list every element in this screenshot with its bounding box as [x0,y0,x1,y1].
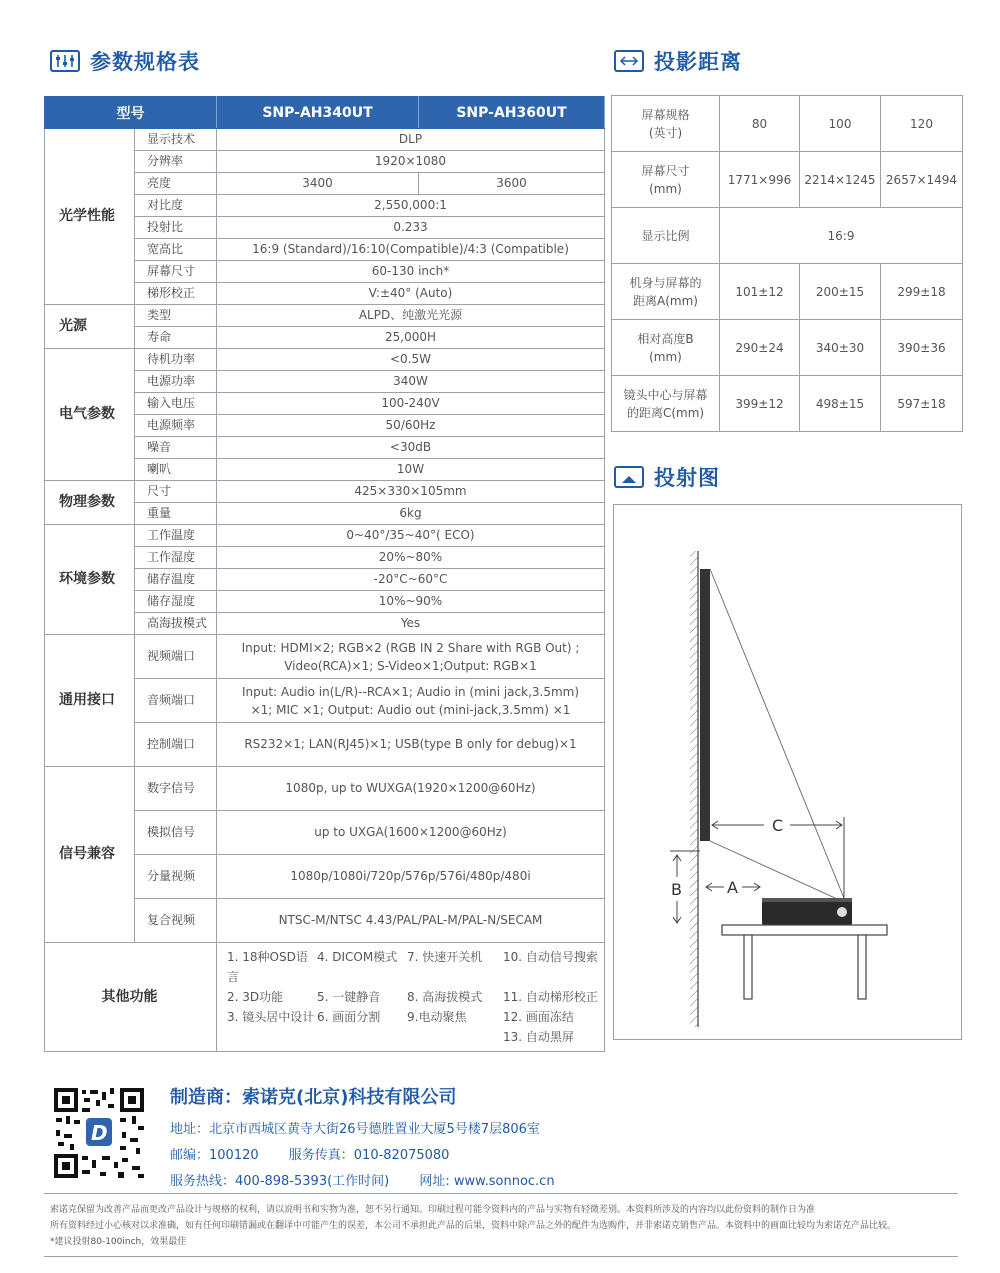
value-line: Input: HDMI×2; RGB×2 (RGB IN 2 Share with RGB Out) ; [241,640,580,655]
qr-logo-letter: D [91,1121,108,1145]
manufacturer-fax: 服务传真：010-82075080 [288,1148,450,1163]
table-row [612,152,963,208]
row-label [612,376,720,432]
feature-item: 12. 画面冻结 [503,1010,574,1024]
params-section-title [50,46,200,76]
row-label: 复合视频 [135,899,217,943]
brightness-model-1: 3400 [217,173,419,195]
disclaimer-line: 所有资料经过小心核对以求准确，如有任何印刷错漏或在翻译中可能产生的误差，本公司不承担此产品的后果，资料中除产品之外的配件为选购件，并非索诺克销售产品。本资料中的画面比较均为索诺克产品比较。 [50,1221,897,1231]
cell: 2657×1494 [881,152,963,208]
cell: 100 [800,96,881,152]
row-label: 尺寸 [135,481,217,503]
qr-code-svg [52,1086,146,1180]
footer-divider-bottom [44,1256,958,1257]
cell: 498±15 [800,376,881,432]
row-label: 数字信号 [135,767,217,811]
cell: 290±24 [720,320,800,376]
model-1-header: SNP-AH340UT [217,97,419,129]
table-row [45,635,605,679]
row-value: <0.5W [217,349,605,371]
qr-code [52,1086,146,1180]
row-label: 输入电压 [135,393,217,415]
label-line: 屏幕规格 [641,107,690,122]
row-value: 1080p, up to WUXGA(1920×1200@60Hz) [217,767,605,811]
cell: 1771×996 [720,152,800,208]
row-value: 16:9 (Standard)/16:10(Compatible)/4:3 (Compatible) [217,239,605,261]
projector-lens [837,907,847,917]
model-2-header: SNP-AH360UT [419,97,605,129]
feature-item: 11. 自动梯形校正 [503,990,598,1004]
row-label: 电源功率 [135,371,217,393]
table-row [45,129,605,151]
label-line: (英寸) [648,125,683,140]
spec-header-row [45,97,605,129]
row-label: 屏幕尺寸 [135,261,217,283]
feature-item: 5. 一键静音 [317,990,381,1004]
row-value: 100-240V [217,393,605,415]
label-line: 镜头中心与屏幕 [623,387,708,402]
value-line: Input: Audio in(L/R)--RCA×1; Audio in (mini jack,3.5mm) [241,684,580,699]
screen-icon [614,466,644,488]
row-value: RS232×1; LAN(RJ45)×1; USB(type B only for debug)×1 [217,723,605,767]
row-value: -20°C~60°C [217,569,605,591]
diagram-section-title [614,462,720,492]
cell: 200±15 [800,264,881,320]
table-row [45,305,605,327]
row-value: 0~40°/35~40°( ECO) [217,525,605,547]
row-label: 工作温度 [135,525,217,547]
feature-item: 1. 18种OSD语言 [227,950,308,984]
row-label: 投射比 [135,217,217,239]
feature-item: 7. 快速开关机 [407,950,483,964]
spec-table [44,96,605,1052]
table-row [45,525,605,547]
disclaimer-line: 索诺克保留为改善产品而更改产品设计与规格的权利，请以说明书和实物为准，恕不另行通知。印刷过程可能令资料内的产品与实物有轻微差别。本资料所涉及的内容均以此份资料的制作日为准 [50,1205,816,1215]
cell: 101±12 [720,264,800,320]
row-label [612,96,720,152]
category-ports: 通用接口 [45,635,135,767]
row-label: 分量视频 [135,855,217,899]
row-label: 对比度 [135,195,217,217]
row-label [612,264,720,320]
row-value [217,679,605,723]
row-label: 重量 [135,503,217,525]
row-value [217,635,605,679]
manufacturer-website[interactable]: 网址: www.sonnoc.cn [419,1174,555,1189]
feature-item: 13. 自动黑屏 [503,1030,574,1044]
row-value: 10%~90% [217,591,605,613]
table-leg-right [858,935,866,999]
row-label: 视频端口 [135,635,217,679]
distance-section-title [614,46,742,76]
label-line: 机身与屏幕的 [629,275,702,290]
row-value: 2,550,000:1 [217,195,605,217]
category-signal: 信号兼容 [45,767,135,943]
model-header: 型号 [45,97,217,129]
table-row [612,320,963,376]
row-label: 亮度 [135,173,217,195]
row-value: ALPD、纯激光光源 [217,305,605,327]
double-arrow-icon [614,50,644,72]
table-row [45,349,605,371]
row-value: V:±40° (Auto) [217,283,605,305]
row-value: 1920×1080 [217,151,605,173]
row-label: 噪音 [135,437,217,459]
row-value: 425×330×105mm [217,481,605,503]
value-line: Video(RCA)×1; S-Video×1;Output: RGB×1 [284,658,537,673]
wall [690,551,698,1027]
row-value: <30dB [217,437,605,459]
cell: 80 [720,96,800,152]
table-row [45,767,605,811]
row-label: 分辨率 [135,151,217,173]
row-value: 20%~80% [217,547,605,569]
category-electric: 电气参数 [45,349,135,481]
label-line: (mm) [649,181,682,196]
footer-divider-top [44,1193,958,1194]
screen [700,569,710,841]
category-other: 其他功能 [45,943,217,1052]
table-top [722,925,887,935]
manufacturer-hotline: 服务热线：400-898-5393(工作时间) [170,1174,390,1189]
projector-top [762,898,852,902]
label-line: 的距离C(mm) [626,405,705,420]
table-row [612,376,963,432]
row-value: 340W [217,371,605,393]
row-value: 60-130 inch* [217,261,605,283]
cell: 120 [881,96,963,152]
disclaimer-line: *建议投射80-100inch，效果最佳 [50,1237,187,1247]
feature-item: 4. DICOM模式 [317,950,398,964]
category-physical: 物理参数 [45,481,135,525]
manufacturer-info [170,1083,581,1189]
label-a: A [727,878,738,897]
footer-disclaimer [50,1202,950,1250]
feature-item: 6. 画面分割 [317,1010,381,1024]
cell: 16:9 [720,208,963,264]
cell: 390±36 [881,320,963,376]
table-leg-left [744,935,752,999]
projection-diagram [613,504,962,1040]
table-row [612,96,963,152]
row-label: 储存湿度 [135,591,217,613]
distance-table [611,95,963,432]
row-label [612,152,720,208]
table-row [612,264,963,320]
row-value: NTSC-M/NTSC 4.43/PAL/PAL-M/PAL-N/SECAM [217,899,605,943]
features-grid [227,947,598,1047]
feature-item: 2. 3D功能 [227,990,284,1004]
cell: 340±30 [800,320,881,376]
feature-item: 10. 自动信号搜索 [503,950,598,964]
cell: 399±12 [720,376,800,432]
row-label: 模拟信号 [135,811,217,855]
beam-top [710,569,846,903]
feature-item: 3. 镜头居中设计 [227,1010,315,1024]
cell: 597±18 [881,376,963,432]
category-optics: 光学性能 [45,129,135,305]
label-line: 屏幕尺寸 [641,163,690,178]
row-label: 宽高比 [135,239,217,261]
label-line: (mm) [649,349,682,364]
table-row [612,208,963,264]
label-line: 距离A(mm) [633,293,698,308]
manufacturer-address: 地址：北京市西城区黄寺大街26号德胜置业大厦5号楼7层806室 [170,1122,540,1137]
row-label: 工作湿度 [135,547,217,569]
value-line: ×1; MIC ×1; Output: Audio out (mini-jack,3.5mm) ×1 [250,702,571,717]
row-label: 电源频率 [135,415,217,437]
diagram-title: 投射图 [654,466,720,490]
other-features [217,943,605,1052]
manufacturer-contact-line [170,1144,581,1163]
row-label: 控制端口 [135,723,217,767]
cell: 2214×1245 [800,152,881,208]
row-value: 10W [217,459,605,481]
manufacturer-hotline-line [170,1170,581,1189]
feature-item [407,1027,503,1047]
label-c: C [772,816,784,835]
row-label: 显示技术 [135,129,217,151]
feature-item [227,1027,317,1047]
row-label: 梯形校正 [135,283,217,305]
table-row [45,943,605,1052]
distance-title: 投影距离 [654,50,742,74]
row-label: 喇叭 [135,459,217,481]
row-value: 0.233 [217,217,605,239]
feature-item: 8. 高海拔模式 [407,990,483,1004]
row-value: 25,000H [217,327,605,349]
row-label: 储存温度 [135,569,217,591]
row-label: 音频端口 [135,679,217,723]
sliders-icon [50,50,80,72]
row-value: DLP [217,129,605,151]
label-line: 相对高度B [637,331,694,346]
cell: 299±18 [881,264,963,320]
row-value: Yes [217,613,605,635]
row-label: 高海拔模式 [135,613,217,635]
brightness-model-2: 3600 [419,173,605,195]
projection-diagram-svg [614,505,961,1039]
label-b: B [671,880,682,899]
row-label: 显示比例 [612,208,720,264]
row-value: 50/60Hz [217,415,605,437]
feature-item [317,1027,407,1047]
row-value: 6kg [217,503,605,525]
table-row [45,481,605,503]
row-label: 寿命 [135,327,217,349]
row-value: up to UXGA(1600×1200@60Hz) [217,811,605,855]
row-label [612,320,720,376]
row-label: 待机功率 [135,349,217,371]
row-value: 1080p/1080i/720p/576p/576i/480p/480i [217,855,605,899]
manufacturer-name: 制造商：索诺克(北京)科技有限公司 [170,1087,457,1108]
category-env: 环境参数 [45,525,135,635]
row-label: 类型 [135,305,217,327]
params-title: 参数规格表 [90,50,200,74]
manufacturer-zip: 邮编：100120 [170,1148,259,1163]
feature-item: 9.电动聚焦 [407,1010,467,1024]
category-light: 光源 [45,305,135,349]
